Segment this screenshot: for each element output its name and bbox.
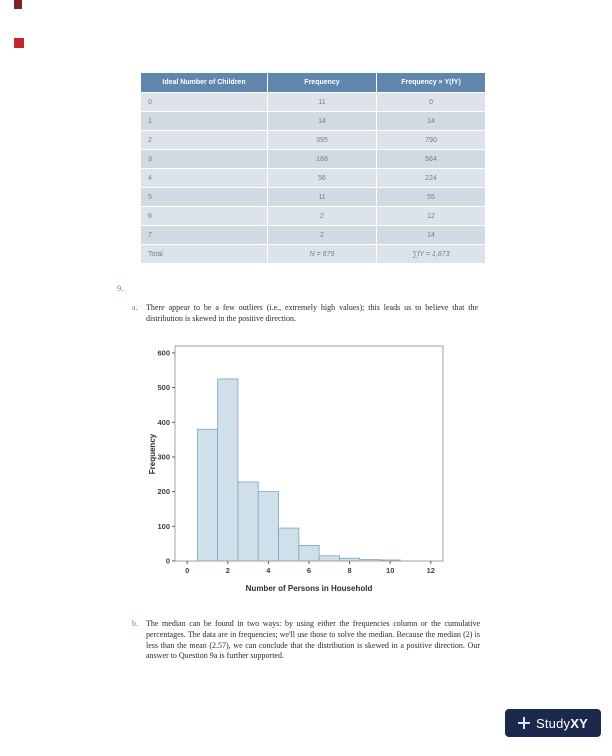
svg-text:4: 4 (266, 566, 271, 575)
cell-fy: 14 (377, 226, 485, 244)
svg-text:600: 600 (157, 348, 170, 358)
brand-bold: XY (570, 715, 588, 731)
cell-frequency: 395 (268, 131, 376, 149)
cell-fy: 790 (377, 131, 485, 149)
cell-total-label: Total (141, 245, 267, 263)
svg-text:0: 0 (185, 566, 190, 575)
cell-fy: 55 (377, 188, 485, 206)
svg-text:8: 8 (347, 566, 352, 575)
household-histogram (143, 342, 473, 597)
col-header-frequency-y: Frequency × Y(fY) (377, 73, 485, 92)
cell-frequency: 2 (268, 226, 376, 244)
cell-ideal-children: 2 (141, 131, 267, 149)
table-row (141, 169, 485, 187)
table-row (141, 112, 485, 130)
cell-ideal-children: 4 (141, 169, 267, 187)
cell-ideal-children: 5 (141, 188, 267, 206)
cell-frequency: 56 (268, 169, 376, 187)
cell-ideal-children: 1 (141, 112, 267, 130)
part-b-text: The median can be found in two ways: by using either the frequencies column or the cumulative percentages. The data are in frequencies; we'll use those to solve the median. Because the median (2) is less than the mean (2.57), we can conclude that the distribution is skewed in a positive direction. Our answer to Question 9a is further supported. (146, 619, 480, 661)
red-square-marker (14, 38, 24, 48)
svg-text:10: 10 (386, 566, 395, 575)
cell-fy: 12 (377, 207, 485, 225)
svg-text:200: 200 (157, 487, 170, 497)
cell-frequency: 188 (268, 150, 376, 168)
table-row (141, 207, 485, 225)
table-row (141, 226, 485, 244)
cell-frequency: 2 (268, 207, 376, 225)
table-row (141, 93, 485, 111)
table-row (141, 131, 485, 149)
svg-text:400: 400 (157, 417, 170, 427)
table-header-row (141, 73, 485, 92)
table-row (141, 150, 485, 168)
svg-text:0: 0 (165, 556, 170, 566)
cell-ideal-children: 7 (141, 226, 267, 244)
svg-text:12: 12 (426, 566, 435, 575)
svg-text:100: 100 (157, 521, 170, 531)
col-header-ideal-children: Ideal Number of Children (141, 73, 267, 92)
table-row (141, 188, 485, 206)
cell-frequency: 11 (268, 188, 376, 206)
cell-fy: 224 (377, 169, 485, 187)
frequency-table (140, 72, 486, 264)
cell-fy: 0 (377, 93, 485, 111)
question-number: 9. (117, 283, 124, 293)
cell-fy: 14 (377, 112, 485, 130)
svg-text:500: 500 (157, 383, 170, 393)
svg-text:2: 2 (225, 566, 230, 575)
part-a-text: There appear to be a few outliers (i.e., extremely high values); this leads us to believe that the distribution is skewed in the positive direction. (146, 303, 478, 323)
cell-ideal-children: 0 (141, 93, 267, 111)
brand-name (536, 716, 588, 731)
studyxy-logo[interactable] (505, 709, 601, 737)
cell-fy: 564 (377, 150, 485, 168)
svg-text:300: 300 (157, 452, 170, 462)
cell-total-fy: ∑fY = 1,673 (377, 245, 485, 263)
col-header-frequency: Frequency (268, 73, 376, 92)
cell-ideal-children: 6 (141, 207, 267, 225)
svg-text:6: 6 (306, 566, 312, 575)
cell-total-frequency: N = 679 (268, 245, 376, 263)
plus-icon (518, 717, 530, 729)
brand-regular: Study (536, 715, 571, 731)
cell-frequency: 14 (268, 112, 376, 130)
cell-frequency: 11 (268, 93, 376, 111)
part-a-label: a. (132, 303, 138, 312)
cell-ideal-children: 3 (141, 150, 267, 168)
part-b-label: b. (132, 619, 138, 628)
table-total-row (141, 245, 485, 263)
page-edge-marker (14, 0, 22, 9)
histogram-bars (197, 379, 400, 561)
y-axis-label: Frequency (148, 433, 157, 475)
x-axis-label: Number of Persons in Household (245, 584, 373, 593)
